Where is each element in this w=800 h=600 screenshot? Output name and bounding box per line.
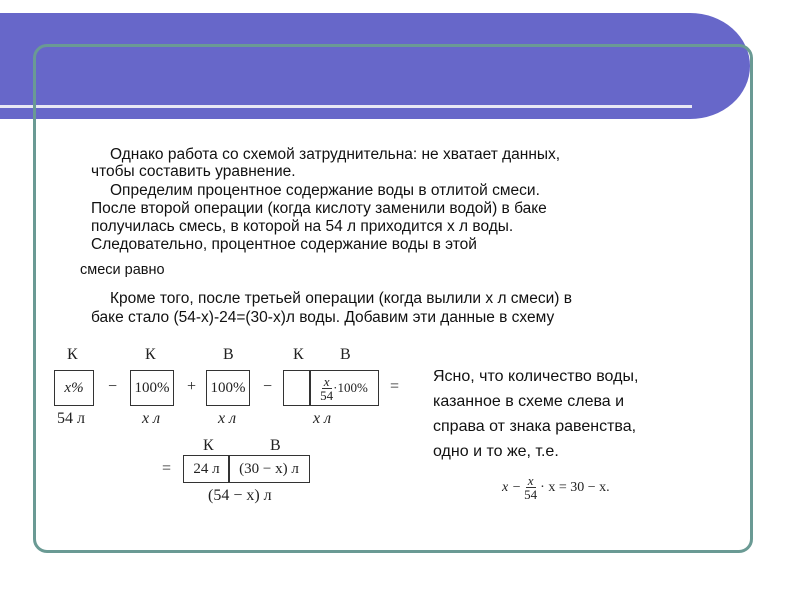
volume-label: (54 − x) л: [208, 487, 272, 504]
numerator: x: [527, 473, 534, 488]
equation-left: x −: [502, 479, 522, 495]
scheme-label: К: [203, 437, 214, 454]
percent: ·100%: [333, 380, 368, 395]
denominator: 54: [524, 487, 538, 502]
scheme-box: 100%: [130, 370, 174, 406]
operator: −: [108, 378, 118, 395]
volume-label: 54 л: [57, 410, 85, 427]
scheme-box: x%: [54, 370, 94, 406]
text-line: После второй операции (когда кислоту заменили водой) в баке: [91, 200, 547, 217]
operator: −: [263, 378, 273, 395]
operator: =: [162, 460, 172, 477]
denominator: 54: [320, 387, 334, 403]
scheme-box: (30 − x) л: [228, 455, 310, 483]
equation: [502, 474, 610, 501]
text-line: Следовательно, процентное содержание воды в этой: [91, 236, 477, 253]
equation-fraction: [524, 474, 537, 501]
volume-label: x л: [142, 410, 161, 427]
text-line: Определим процентное содержание воды в отлитой смеси.: [110, 182, 540, 199]
right-text-line: справа от знака равенства,: [433, 418, 637, 435]
text-line: баке стало (54-х)-24=(30-х)л воды. Добавим эти данные в схему: [91, 309, 555, 326]
scheme-label: В: [340, 346, 351, 363]
numerator: x: [323, 373, 330, 389]
right-text-line: одно и то же, т.е.: [433, 443, 559, 460]
text-line: смеси равно: [80, 262, 165, 278]
volume-label: x л: [218, 410, 237, 427]
scheme-label: В: [223, 346, 234, 363]
scheme-box-empty: [283, 370, 311, 406]
scheme-label: К: [67, 346, 78, 363]
volume-label: x л: [313, 410, 332, 427]
operator: +: [187, 378, 197, 395]
right-text-line: казанное в схеме слева и: [433, 393, 625, 410]
scheme-box: 100%: [206, 370, 250, 406]
equation-right: · x = 30 − x.: [540, 479, 610, 495]
scheme-label: В: [270, 437, 281, 454]
text-line: чтобы составить уравнение.: [91, 163, 296, 180]
scheme-box-fraction: [309, 370, 379, 406]
scheme-label: К: [293, 346, 304, 363]
scheme-label: К: [145, 346, 156, 363]
operator: =: [390, 378, 400, 395]
text-line: Кроме того, после третьей операции (когда вылили х л смеси) в: [110, 290, 572, 307]
scheme-box: 24 л: [183, 455, 230, 483]
text-line: Однако работа со схемой затруднительна: не хватает данных,: [110, 146, 561, 163]
fraction: [320, 375, 333, 402]
right-text-line: Ясно, что количество воды,: [433, 368, 639, 385]
text-line: получилась смесь, в которой на 54 л приходится х л воды.: [91, 218, 514, 235]
